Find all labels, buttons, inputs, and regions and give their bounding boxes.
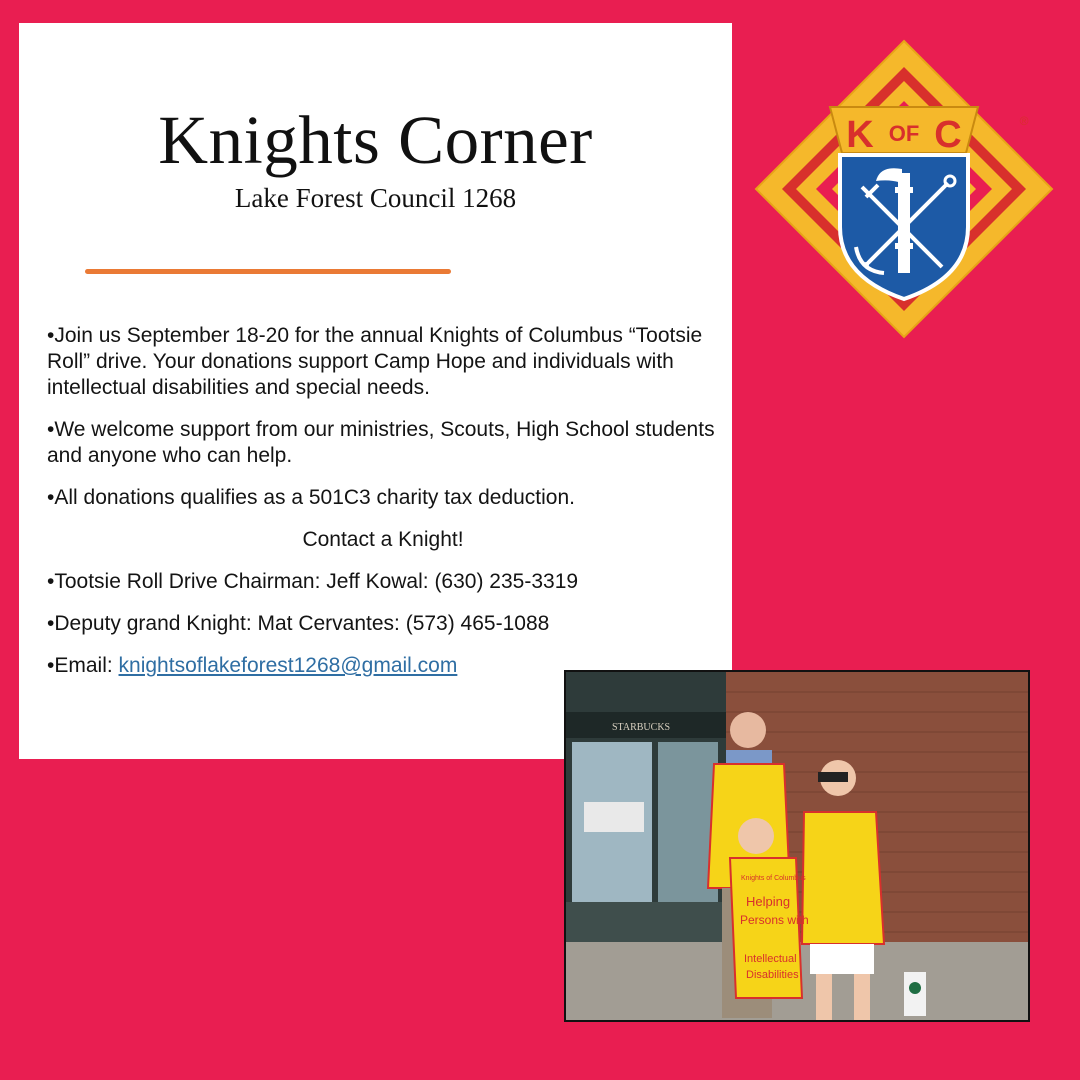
knights-of-columbus-emblem-icon bbox=[752, 37, 1056, 341]
paragraph-drive: •Join us September 18-20 for the annual Knights of Columbus “Tootsie Roll” drive. Your donations support Camp Hope and individuals with intellectual disabilities and special needs. bbox=[47, 324, 703, 399]
flyer-title: Knights Corner bbox=[158, 102, 593, 178]
email-label: •Email: bbox=[47, 654, 119, 677]
logo-letter-c: C bbox=[934, 114, 962, 156]
contact-chairman: •Tootsie Roll Drive Chairman: Jeff Kowal: (630) 235-3319 bbox=[47, 570, 579, 593]
vest-word-helping: Helping bbox=[746, 894, 791, 909]
logo-letter-k: K bbox=[846, 114, 874, 156]
volunteers-photo bbox=[564, 670, 1030, 1022]
paragraph-support: •We welcome support from our ministries, Scouts, High School students and anyone who can help. bbox=[47, 418, 715, 467]
logo-letter-of: OF bbox=[888, 121, 920, 146]
contact-heading: Contact a Knight! bbox=[302, 528, 464, 551]
vest-word-disabilities: Disabilities bbox=[746, 969, 799, 981]
store-sign: STARBUCKS bbox=[612, 722, 671, 733]
email-link[interactable]: knightsoflakeforest1268@gmail.com bbox=[118, 654, 458, 677]
paragraph-tax: •All donations qualifies as a 501C3 charity tax deduction. bbox=[47, 486, 576, 509]
flyer-subtitle: Lake Forest Council 1268 bbox=[234, 183, 517, 213]
vest-word-persons: Persons with bbox=[740, 913, 809, 927]
orange-divider bbox=[85, 269, 451, 274]
logo-registered-mark: ® bbox=[1019, 114, 1029, 128]
flyer-body bbox=[47, 323, 727, 695]
contact-deputy: •Deputy grand Knight: Mat Cervantes: (573) 465-1088 bbox=[47, 612, 550, 635]
vest-word-intellectual: Intellectual bbox=[744, 953, 797, 965]
vest-word-knights: Knights of Columbus bbox=[741, 875, 806, 882]
flyer-card bbox=[19, 23, 732, 759]
